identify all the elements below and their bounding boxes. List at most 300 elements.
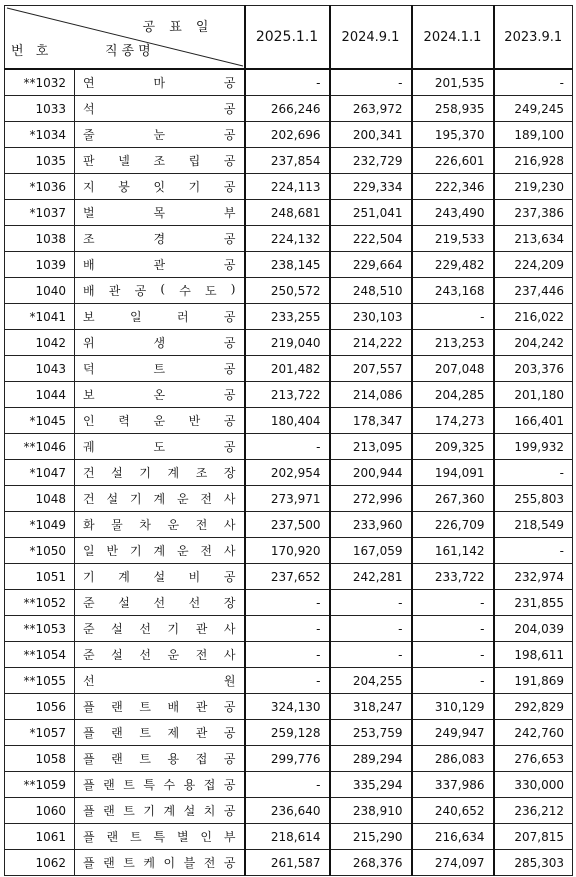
job-name-char: 원: [223, 674, 236, 688]
job-name-char: 트: [123, 856, 135, 870]
job-name-char: 트: [153, 362, 166, 376]
wage-value: 310,129: [412, 694, 494, 720]
wage-value: -: [245, 616, 330, 642]
wage-value: -: [412, 616, 494, 642]
wage-value: 201,535: [412, 69, 494, 96]
wage-value: 236,640: [245, 798, 330, 824]
wage-value: 219,533: [412, 226, 494, 252]
header-row: [5, 6, 573, 70]
job-name-char: 판: [83, 154, 95, 168]
table-row: [5, 668, 573, 694]
job-name-char: 플: [83, 700, 95, 714]
job-name-spread: [83, 308, 236, 325]
wage-value: 207,048: [412, 356, 494, 382]
job-name-char: 부: [223, 830, 236, 844]
wage-value: 202,954: [245, 460, 330, 486]
job-name-char: 기: [143, 804, 155, 818]
job-code: *1049: [5, 512, 75, 538]
job-name-char: 덕: [83, 362, 95, 376]
table-row: [5, 226, 573, 252]
job-name-char: 배: [167, 700, 180, 714]
job-name: [75, 226, 245, 252]
wage-value: -: [494, 538, 573, 564]
wage-value: -: [245, 642, 330, 668]
job-name-char: 전: [195, 648, 208, 662]
job-name-char: 반: [106, 544, 119, 558]
table-row: [5, 772, 573, 798]
wage-value: 238,145: [245, 252, 330, 278]
wage-value: 209,325: [412, 434, 494, 460]
job-name-spread: [83, 178, 236, 195]
job-name-spread: [83, 594, 236, 611]
date-header-2024-1: 2024.1.1: [412, 6, 494, 70]
wage-value: 229,482: [412, 252, 494, 278]
job-name-char: 준: [83, 622, 95, 636]
job-name-spread: [83, 672, 236, 689]
wage-value: 200,341: [330, 122, 412, 148]
wage-value: 258,935: [412, 96, 494, 122]
job-name-char: 사: [223, 622, 236, 636]
job-name-char: 관: [195, 726, 208, 740]
wage-value: 204,285: [412, 382, 494, 408]
wage-value: -: [412, 642, 494, 668]
job-name: [75, 798, 245, 824]
job-code: 1042: [5, 330, 75, 356]
job-name-char: 공: [223, 232, 236, 246]
wage-value: 194,091: [412, 460, 494, 486]
job-name-char: 공: [134, 284, 147, 298]
job-name-char: 제: [167, 726, 180, 740]
job-code: 1048: [5, 486, 75, 512]
table-row: [5, 590, 573, 616]
job-name-char: 설: [111, 466, 123, 480]
job-name-char: 건: [83, 466, 95, 480]
job-name-char: 기: [167, 622, 180, 636]
job-code: **1052: [5, 590, 75, 616]
table-row: [5, 824, 573, 850]
job-name-char: 특: [143, 778, 155, 792]
job-name-char: 립: [188, 154, 201, 168]
wage-value: 213,634: [494, 226, 573, 252]
job-name-char: 설: [118, 596, 130, 610]
job-name-char: 목: [153, 206, 166, 220]
wage-value: 232,974: [494, 564, 573, 590]
job-name: [75, 148, 245, 174]
wage-value: 237,500: [245, 512, 330, 538]
wage-value: 259,128: [245, 720, 330, 746]
wage-value: 170,920: [245, 538, 330, 564]
wage-value: 204,242: [494, 330, 573, 356]
job-name-spread: [83, 516, 236, 533]
job-name: [75, 200, 245, 226]
wage-value: -: [494, 460, 573, 486]
job-name-char: 조: [153, 154, 166, 168]
wage-value: 335,294: [330, 772, 412, 798]
job-code: 1058: [5, 746, 75, 772]
date-header-2024-9: 2024.9.1: [330, 6, 412, 70]
table-row: [5, 512, 573, 538]
wage-value: 267,360: [412, 486, 494, 512]
job-name-char: 공: [223, 180, 236, 194]
wage-value: 237,652: [245, 564, 330, 590]
job-name-char: 운: [176, 544, 189, 558]
wage-value: -: [412, 590, 494, 616]
wage-value: 226,601: [412, 148, 494, 174]
wage-value: 214,222: [330, 330, 412, 356]
job-code: **1053: [5, 616, 75, 642]
job-name-char: 인: [83, 414, 95, 428]
job-name: [75, 538, 245, 564]
diagonal-header-cell: [5, 6, 245, 70]
job-name: [75, 304, 245, 330]
date-header-2023-9: 2023.9.1: [494, 6, 573, 70]
job-code: 1061: [5, 824, 75, 850]
job-name: [75, 252, 245, 278]
wage-value: 261,587: [245, 850, 330, 876]
wage-value: 249,245: [494, 96, 573, 122]
job-name: [75, 382, 245, 408]
job-name-char: 랜: [111, 752, 123, 766]
wage-value: 203,376: [494, 356, 573, 382]
wage-value: -: [245, 668, 330, 694]
job-name-spread: [83, 802, 236, 819]
job-name-char: 기: [83, 570, 95, 584]
job-name: [75, 512, 245, 538]
wage-value: 324,130: [245, 694, 330, 720]
wage-value: 251,041: [330, 200, 412, 226]
wage-value: 222,504: [330, 226, 412, 252]
job-code: 1038: [5, 226, 75, 252]
job-name: [75, 824, 245, 850]
job-name-char: 마: [153, 76, 166, 90]
job-name-char: 사: [223, 544, 236, 558]
job-name-char: 운: [167, 518, 180, 532]
wage-table: [4, 5, 573, 876]
job-code: *1037: [5, 200, 75, 226]
wage-value: -: [330, 69, 412, 96]
job-name-spread: [83, 360, 236, 377]
job-name-char: 공: [223, 362, 236, 376]
wage-value: 238,910: [330, 798, 412, 824]
wage-value: 207,815: [494, 824, 573, 850]
wage-value: 161,142: [412, 538, 494, 564]
wage-value: 191,869: [494, 668, 573, 694]
job-name-char: 조: [195, 466, 208, 480]
job-name-char: 선: [153, 596, 166, 610]
wage-value: 229,334: [330, 174, 412, 200]
job-name: [75, 850, 245, 876]
wage-value: 219,040: [245, 330, 330, 356]
wage-value: 268,376: [330, 850, 412, 876]
job-name-char: 접: [195, 752, 208, 766]
job-name-char: 사: [223, 492, 236, 506]
wage-value: 180,404: [245, 408, 330, 434]
job-name-spread: [83, 750, 236, 767]
table-row: [5, 642, 573, 668]
job-name-char: 장: [223, 596, 236, 610]
job-name-char: 반: [188, 414, 201, 428]
job-name-char: 계: [153, 544, 166, 558]
job-name: [75, 356, 245, 382]
job-name-char: 비: [188, 570, 201, 584]
wage-value: 218,614: [245, 824, 330, 850]
wage-value: 219,230: [494, 174, 573, 200]
job-name-char: 랜: [106, 830, 119, 844]
wage-value: 250,572: [245, 278, 330, 304]
wage-value: 213,253: [412, 330, 494, 356]
job-name-char: 이: [163, 856, 176, 870]
job-name-char: 설: [153, 570, 166, 584]
wage-value: 231,855: [494, 590, 573, 616]
wage-value: 167,059: [330, 538, 412, 564]
job-name-char: 공: [223, 778, 236, 792]
wage-value: 216,634: [412, 824, 494, 850]
job-name-char: 블: [183, 856, 196, 870]
table-row: [5, 850, 573, 876]
job-name-char: 잇: [153, 180, 166, 194]
job-name-char: 운: [153, 414, 166, 428]
job-name-char: ): [230, 282, 236, 296]
wage-value: -: [494, 69, 573, 96]
wage-value: 289,294: [330, 746, 412, 772]
table-row: [5, 278, 573, 304]
job-name-char: 벌: [83, 206, 95, 220]
table-body: [5, 69, 573, 876]
job-name-char: 력: [118, 414, 130, 428]
table-row: [5, 252, 573, 278]
wage-value: 215,290: [330, 824, 412, 850]
wage-value: 224,113: [245, 174, 330, 200]
table-row: [5, 122, 573, 148]
wage-value: 337,986: [412, 772, 494, 798]
job-name-char: 설: [106, 492, 119, 506]
job-code: 1035: [5, 148, 75, 174]
job-name: [75, 564, 245, 590]
job-code: 1044: [5, 382, 75, 408]
job-name-char: 케: [143, 856, 155, 870]
job-name-char: 공: [223, 856, 236, 870]
job-name-char: 설: [111, 648, 123, 662]
job-name-char: 플: [83, 804, 95, 818]
job-name-char: 공: [223, 76, 236, 90]
job-name-spread: [83, 438, 236, 455]
job-name: [75, 486, 245, 512]
job-name-char: 공: [223, 726, 236, 740]
table-row: [5, 330, 573, 356]
job-name: [75, 96, 245, 122]
table-row: [5, 434, 573, 460]
wage-value: 232,729: [330, 148, 412, 174]
job-code: *1045: [5, 408, 75, 434]
wage-value: 200,944: [330, 460, 412, 486]
job-name: [75, 616, 245, 642]
table-row: [5, 694, 573, 720]
wage-value: 263,972: [330, 96, 412, 122]
job-name-char: 차: [139, 518, 151, 532]
wage-value: 242,281: [330, 564, 412, 590]
job-name-char: 계: [153, 492, 166, 506]
job-name-char: 화: [83, 518, 95, 532]
table-row: [5, 408, 573, 434]
job-name-char: 공: [223, 414, 236, 428]
job-name-char: 공: [223, 128, 236, 142]
job-name-char: 트: [123, 778, 135, 792]
job-name-char: 연: [83, 76, 95, 90]
job-code: *1050: [5, 538, 75, 564]
job-name: [75, 746, 245, 772]
job-name-char: 공: [223, 700, 236, 714]
wage-value: 240,652: [412, 798, 494, 824]
wage-value: -: [330, 642, 412, 668]
job-name-char: 공: [223, 154, 236, 168]
job-name-char: 사: [223, 518, 236, 532]
job-name-char: 기: [129, 544, 142, 558]
wage-value: 237,446: [494, 278, 573, 304]
job-name: [75, 434, 245, 460]
job-name-char: 경: [153, 232, 166, 246]
date-header-2025-1: 2025.1.1: [245, 6, 330, 70]
job-code: 1043: [5, 356, 75, 382]
job-name-char: 공: [223, 310, 236, 324]
job-name-char: 트: [139, 726, 151, 740]
job-code: **1059: [5, 772, 75, 798]
job-name-char: 랜: [111, 726, 123, 740]
job-name-char: 배: [83, 258, 95, 272]
job-name-char: 랜: [103, 856, 115, 870]
job-name-char: 공: [223, 258, 236, 272]
job-name-char: 플: [83, 726, 95, 740]
job-name-char: 용: [167, 752, 180, 766]
wage-value: 224,132: [245, 226, 330, 252]
wage-value: 233,255: [245, 304, 330, 330]
table-row: [5, 96, 573, 122]
wage-value: 273,971: [245, 486, 330, 512]
job-name: [75, 330, 245, 356]
job-name-char: 플: [83, 778, 95, 792]
job-name: [75, 460, 245, 486]
job-name-char: 별: [176, 830, 189, 844]
table-row: [5, 538, 573, 564]
wage-value: -: [330, 590, 412, 616]
job-name-spread: [83, 646, 236, 663]
wage-value: 233,722: [412, 564, 494, 590]
job-name-char: 인: [200, 830, 213, 844]
number-label: 번 호: [11, 44, 53, 59]
job-name-char: 일: [83, 544, 95, 558]
wage-value: 218,549: [494, 512, 573, 538]
job-name-char: 도: [205, 284, 217, 298]
job-name: [75, 720, 245, 746]
job-name-char: 공: [223, 570, 236, 584]
job-name: [75, 278, 245, 304]
wage-value: 330,000: [494, 772, 573, 798]
wage-value: -: [245, 772, 330, 798]
wage-value: 207,557: [330, 356, 412, 382]
job-code: *1047: [5, 460, 75, 486]
wage-value: 233,960: [330, 512, 412, 538]
job-name-spread: [83, 100, 236, 117]
job-code: **1032: [5, 69, 75, 96]
wage-value: 198,611: [494, 642, 573, 668]
job-name: [75, 69, 245, 96]
job-name-char: 수: [163, 778, 176, 792]
wage-value: 237,386: [494, 200, 573, 226]
job-name-char: 전: [203, 856, 216, 870]
table-row: [5, 746, 573, 772]
job-name-char: 준: [83, 648, 95, 662]
job-name-spread: [83, 568, 236, 585]
job-name-char: 공: [223, 804, 236, 818]
wage-value: 214,086: [330, 382, 412, 408]
table-row: [5, 200, 573, 226]
job-name-char: 수: [179, 284, 191, 298]
wage-value: 213,095: [330, 434, 412, 460]
job-name-char: 트: [139, 752, 151, 766]
job-name-char: 건: [83, 492, 95, 506]
table-row: [5, 616, 573, 642]
wage-value: 201,180: [494, 382, 573, 408]
job-name: [75, 408, 245, 434]
table-row: [5, 69, 573, 96]
job-name-spread: [83, 620, 236, 637]
wage-value: -: [330, 616, 412, 642]
job-name-char: 선: [188, 596, 201, 610]
job-name-char: 랜: [103, 778, 115, 792]
wage-value: 204,255: [330, 668, 412, 694]
job-name-char: 붕: [118, 180, 130, 194]
wage-value: 286,083: [412, 746, 494, 772]
wage-value: 189,100: [494, 122, 573, 148]
wage-value: 276,653: [494, 746, 573, 772]
wage-value: 230,103: [330, 304, 412, 330]
job-name-spread: [83, 386, 236, 403]
wage-value: 299,776: [245, 746, 330, 772]
job-code: **1046: [5, 434, 75, 460]
job-name-char: 플: [83, 752, 95, 766]
job-name-char: 기: [188, 180, 201, 194]
job-name-char: 트: [139, 700, 151, 714]
job-name-char: 줄: [83, 128, 95, 142]
wage-value: 292,829: [494, 694, 573, 720]
job-name-spread: [83, 412, 236, 429]
job-name-char: 랜: [111, 700, 123, 714]
job-name-char: 궤: [83, 440, 95, 454]
job-code: **1054: [5, 642, 75, 668]
wage-value: 229,664: [330, 252, 412, 278]
wage-value: 248,510: [330, 278, 412, 304]
job-name-spread: [83, 230, 236, 247]
job-name-char: 조: [83, 232, 95, 246]
job-name-char: 배: [83, 284, 95, 298]
job-name: [75, 122, 245, 148]
job-name-spread: [83, 204, 236, 221]
job-name: [75, 668, 245, 694]
job-name-spread: [83, 256, 236, 273]
job-name-spread: [83, 698, 236, 715]
job-name-char: 접: [203, 778, 216, 792]
job-name-char: 계: [118, 570, 130, 584]
table-row: [5, 460, 573, 486]
wage-value: 242,760: [494, 720, 573, 746]
job-name-char: 운: [167, 648, 180, 662]
job-code: *1041: [5, 304, 75, 330]
wage-value: 236,212: [494, 798, 573, 824]
wage-value: 216,022: [494, 304, 573, 330]
job-name-char: 공: [223, 388, 236, 402]
wage-value: 243,490: [412, 200, 494, 226]
table-row: [5, 720, 573, 746]
wage-value: 166,401: [494, 408, 573, 434]
